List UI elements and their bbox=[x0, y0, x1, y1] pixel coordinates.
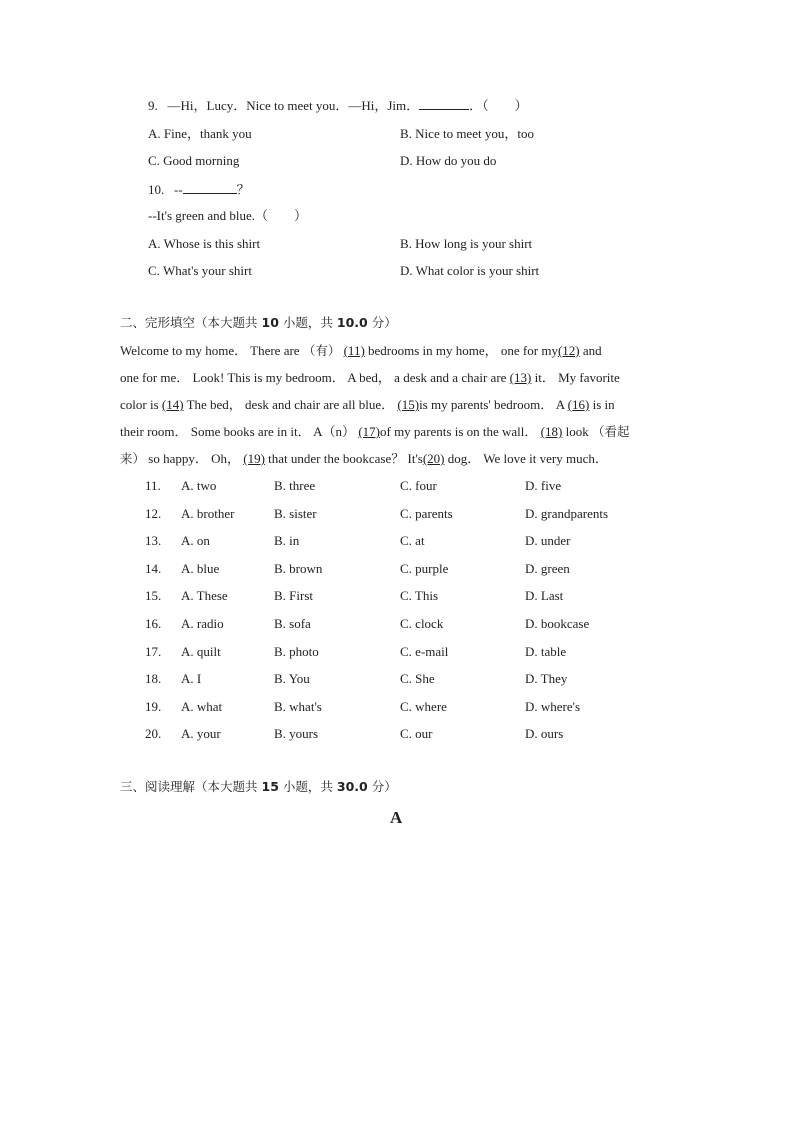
question-text-end: ？ bbox=[236, 182, 250, 197]
option-b: B. sister bbox=[274, 505, 317, 521]
question-number: 13. bbox=[145, 533, 162, 549]
section-3-heading bbox=[120, 779, 397, 795]
option-c: C. at bbox=[400, 533, 425, 549]
question-text: -- bbox=[174, 182, 183, 197]
option-a: A. blue bbox=[181, 560, 220, 576]
option-b: B. what's bbox=[274, 698, 322, 714]
option-b: B. First bbox=[274, 588, 314, 604]
question-number: 12. bbox=[145, 505, 162, 521]
option-a: A. on bbox=[181, 533, 210, 549]
option-a: A. These bbox=[181, 588, 228, 604]
passage-a-label: A bbox=[390, 808, 403, 827]
option-text: Whose is this shirt bbox=[163, 236, 261, 251]
question-number: 17. bbox=[145, 643, 162, 659]
option-a: A. your bbox=[181, 726, 221, 742]
option-letter: C. bbox=[148, 263, 160, 278]
question-number: 9. bbox=[148, 98, 158, 113]
option-b: B. three bbox=[274, 478, 316, 493]
option-letter: B. bbox=[400, 236, 412, 251]
option-b: B. yours bbox=[274, 726, 319, 742]
option-d: D. five bbox=[525, 478, 562, 493]
cloze-passage bbox=[120, 337, 680, 472]
option-d: D. ours bbox=[525, 726, 564, 742]
option-text: How do you do bbox=[415, 153, 497, 168]
option-b: B. sofa bbox=[274, 615, 311, 631]
option-d: D. They bbox=[525, 671, 568, 687]
section-heading-suffix: 分） bbox=[371, 779, 397, 794]
option-d: D. Last bbox=[525, 588, 564, 604]
option-d: D. table bbox=[525, 643, 567, 659]
option-a: A. quilt bbox=[181, 643, 221, 659]
option-b: B. photo bbox=[274, 643, 319, 659]
passage-text: 来） bbox=[120, 451, 146, 466]
option-letter: A. bbox=[148, 126, 161, 141]
blank-marker: (17) bbox=[358, 424, 380, 439]
option-a bbox=[148, 126, 252, 142]
option-d bbox=[400, 153, 496, 169]
option-c: C. parents bbox=[400, 505, 453, 521]
option-d: D. under bbox=[525, 533, 571, 549]
passage-text: is my parents' bedroom． A bbox=[419, 397, 565, 412]
question-10-stem bbox=[148, 181, 250, 198]
section-heading-prefix: 三、阅读理解（本大题共 bbox=[120, 779, 258, 794]
option-d: D. green bbox=[525, 560, 570, 576]
blank-marker: (12) bbox=[557, 343, 580, 358]
passage-text: their room． Some books are in it． A（n） bbox=[120, 424, 356, 439]
section-heading-prefix: 二、完形填空（本大题共 bbox=[120, 315, 258, 330]
section-score: 30.0 bbox=[336, 779, 368, 794]
option-c bbox=[148, 153, 239, 169]
option-c bbox=[148, 263, 252, 279]
option-d bbox=[400, 263, 539, 279]
passage-line bbox=[120, 445, 680, 472]
option-a bbox=[148, 236, 260, 252]
blank-marker: (11) bbox=[343, 343, 365, 358]
option-text: Fine，thank you bbox=[163, 126, 252, 141]
option-c: C. She bbox=[400, 671, 435, 687]
option-letter: A. bbox=[148, 236, 161, 251]
option-a: A. brother bbox=[181, 505, 235, 521]
question-number: 16. bbox=[145, 615, 162, 631]
option-c: C. our bbox=[400, 726, 433, 742]
option-a: A. what bbox=[181, 698, 223, 714]
option-b bbox=[400, 236, 532, 252]
blank-marker: (13) bbox=[509, 370, 532, 385]
question-10-line2: --It's green and blue.（ ） bbox=[148, 208, 308, 223]
blank-marker: (14) bbox=[161, 397, 184, 412]
option-text: Good morning bbox=[163, 153, 240, 168]
option-a: A. radio bbox=[181, 615, 224, 631]
question-text-end: ．（ ） bbox=[469, 98, 528, 113]
option-text: What color is your shirt bbox=[415, 263, 540, 278]
option-c: C. clock bbox=[400, 615, 444, 631]
option-a: A. two bbox=[181, 478, 217, 493]
passage-text: Welcome to my home． There are bbox=[120, 343, 300, 358]
section-score: 10.0 bbox=[336, 315, 368, 330]
option-text: What's your shirt bbox=[162, 263, 252, 278]
section-question-count: 10 bbox=[261, 315, 279, 330]
option-d: D. where's bbox=[525, 698, 581, 714]
passage-text: （看起 bbox=[591, 424, 630, 439]
option-a: A. I bbox=[181, 671, 202, 687]
section-heading-suffix: 分） bbox=[371, 315, 397, 330]
passage-text: color is bbox=[120, 397, 159, 412]
blank-marker: (18) bbox=[540, 424, 563, 439]
option-letter: B. bbox=[400, 126, 412, 141]
passage-line bbox=[120, 364, 680, 391]
option-c: C. e-mail bbox=[400, 643, 449, 659]
passage-text: that under the bookcase？ It's bbox=[268, 451, 423, 466]
option-text: How long is your shirt bbox=[415, 236, 533, 251]
question-text: —Hi，Lucy．Nice to meet you．—Hi，Jim． bbox=[167, 98, 420, 113]
passage-text: bedrooms in my home， one for my bbox=[368, 343, 558, 358]
section-heading-mid: 小题，共 bbox=[282, 315, 333, 330]
option-d: D. bookcase bbox=[525, 615, 590, 631]
question-number: 10. bbox=[148, 182, 165, 197]
question-number: 14. bbox=[145, 560, 162, 576]
option-b bbox=[400, 126, 534, 142]
blank-marker: (20) bbox=[422, 451, 445, 466]
option-c: C. where bbox=[400, 698, 447, 714]
option-text: Nice to meet you，too bbox=[415, 126, 534, 141]
passage-text: dog． We love it very much． bbox=[447, 451, 608, 466]
option-b: B. brown bbox=[274, 560, 323, 576]
question-9-stem bbox=[148, 97, 528, 114]
option-c: C. four bbox=[400, 478, 437, 493]
blank-marker: (19) bbox=[243, 451, 265, 466]
option-b: B. in bbox=[274, 533, 300, 549]
option-letter: D. bbox=[400, 153, 413, 168]
answer-blank bbox=[183, 181, 237, 194]
section-2-heading bbox=[120, 315, 397, 331]
passage-text: it． My favorite bbox=[534, 370, 620, 385]
answer-blank bbox=[419, 97, 469, 110]
passage-line bbox=[120, 418, 680, 445]
passage-text: and bbox=[582, 343, 602, 358]
option-c: C. purple bbox=[400, 560, 449, 576]
option-c: C. This bbox=[400, 588, 439, 604]
passage-text: look bbox=[565, 424, 589, 439]
passage-line bbox=[120, 391, 680, 418]
passage-text: The bed， desk and chair are all blue． bbox=[186, 397, 395, 412]
passage-text: one for me． Look! This is my bedroom． A bed， a desk and a chair are bbox=[120, 370, 507, 385]
passage-text: （有） bbox=[302, 343, 341, 358]
question-number: 19. bbox=[145, 698, 162, 714]
question-number: 20. bbox=[145, 726, 162, 742]
passage-text: is in bbox=[592, 397, 615, 412]
passage-line bbox=[120, 337, 680, 364]
option-d: D. grandparents bbox=[525, 505, 609, 521]
question-number: 15. bbox=[145, 588, 162, 604]
option-letter: D. bbox=[400, 263, 413, 278]
section-heading-mid: 小题，共 bbox=[282, 779, 333, 794]
passage-text: so happy． Oh， bbox=[148, 451, 240, 466]
blank-marker: (16) bbox=[567, 397, 590, 412]
section-question-count: 15 bbox=[261, 779, 279, 794]
blank-marker: (15) bbox=[397, 397, 420, 412]
question-number: 11. bbox=[145, 478, 161, 493]
option-letter: C. bbox=[148, 153, 160, 168]
question-number: 18. bbox=[145, 671, 162, 687]
passage-text: of my parents is on the wall． bbox=[379, 424, 538, 439]
option-b: B. You bbox=[274, 671, 310, 687]
